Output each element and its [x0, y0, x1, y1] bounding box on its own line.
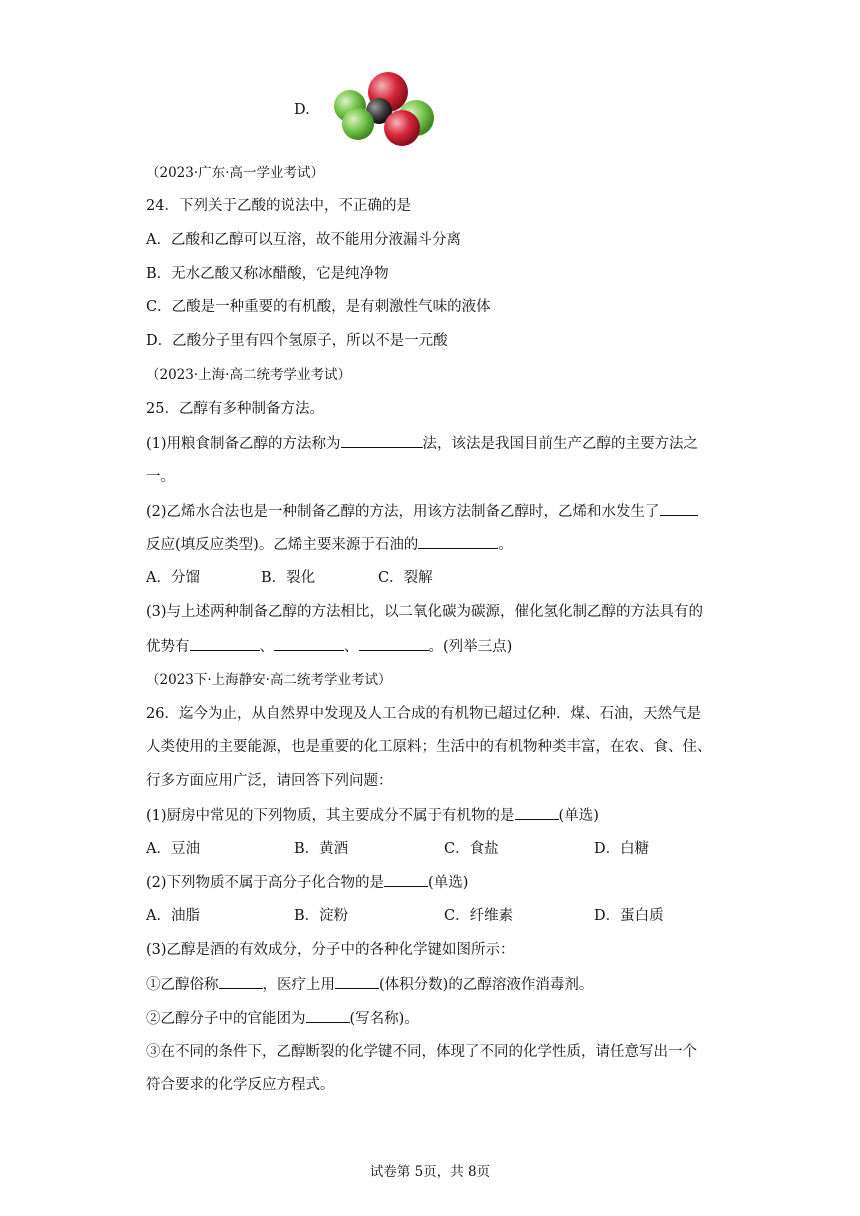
q24-source: （2023·广东·高一学业考试） — [146, 165, 324, 181]
q24-stem: 24．下列关于乙酸的说法中，不正确的是 — [146, 198, 411, 214]
q24-option-d: D．乙酸分子里有四个氢原子，所以不是一元酸 — [146, 333, 448, 349]
page-footer: 试卷第 5页，共 8页 — [369, 1164, 491, 1180]
q26-part2-option-d: D．蛋白质 — [594, 908, 664, 924]
q26-part1-text-a: (1)厨房中常见的下列物质，其主要成分不属于有机物的是 — [146, 808, 515, 824]
q26-source: （2023下·上海静安·高二统考学业考试） — [146, 672, 392, 688]
q25-part3-text-c: 。(列举三点) — [428, 639, 513, 655]
q26-part3-1-line — [146, 974, 593, 995]
q25-source: （2023·上海·高二统考学业考试） — [146, 367, 351, 383]
q26-part3-3-text-b: 符合要求的化学反应方程式。 — [146, 1077, 335, 1093]
answer-blank[interactable] — [335, 974, 379, 989]
q25-part3-separator: 、 — [259, 639, 274, 655]
q25-part2-text-b: 反应(填反应类型)。乙烯主要来源于石油的 — [146, 537, 419, 553]
q25-part2-line2 — [146, 534, 513, 555]
q26-part2-option-a: A．油脂 — [146, 908, 200, 924]
q25-option-c: C．裂解 — [378, 570, 433, 586]
q25-stem: 25．乙醇有多种制备方法。 — [146, 401, 324, 417]
q26-stem-line2: 人类使用的主要能源，也是重要的化工原料；生活中的有机物种类丰富，在农、食、住、 — [146, 739, 712, 755]
q26-part1-option-a: A．豆油 — [146, 841, 200, 857]
q25-part2-line — [146, 501, 698, 522]
q26-part1-option-c: C．食盐 — [444, 841, 499, 857]
answer-blank[interactable] — [341, 433, 423, 448]
q26-part3-3-text-a: ③在不同的条件下，乙醇断裂的化学键不同，体现了不同的化学性质，请任意写出一个 — [146, 1044, 697, 1060]
q26-part2-option-b: B．淀粉 — [294, 908, 349, 924]
q26-part3-1-text-b: ，医疗上用 — [262, 977, 335, 993]
q25-option-b: B．裂化 — [261, 570, 316, 586]
q25-part3-line2 — [146, 636, 512, 657]
q26-part3-2-text-b: (写名称)。 — [349, 1011, 419, 1027]
answer-blank[interactable] — [274, 636, 344, 651]
q26-part2-text-b: (单选) — [428, 875, 469, 891]
q24-option-b: B．无水乙酸又称冰醋酸，它是纯净物 — [146, 266, 389, 282]
q25-part2-text-a: (2)乙烯水合法也是一种制备乙醇的方法，用该方法制备乙醇时，乙烯和水发生了 — [146, 504, 660, 520]
q26-part1-option-d: D．白糖 — [594, 841, 650, 857]
q25-part2-text-c: 。 — [498, 537, 513, 553]
q25-option-a: A．分馏 — [146, 570, 200, 586]
q26-part1-text-b: (单选) — [558, 808, 599, 824]
answer-blank[interactable] — [359, 636, 429, 651]
answer-blank[interactable] — [219, 974, 263, 989]
answer-blank[interactable] — [515, 805, 559, 820]
q26-part3-text: (3)乙醇是酒的有效成分，分子中的各种化学键如图所示： — [146, 942, 515, 958]
q26-part2-option-c: C．纤维素 — [444, 908, 514, 924]
answer-blank[interactable] — [190, 636, 260, 651]
q26-part3-1-text-a: ①乙醇俗称 — [146, 977, 219, 993]
q25-part3-separator: 、 — [344, 639, 359, 655]
answer-blank[interactable] — [384, 872, 428, 887]
option-d-label: D. — [294, 102, 310, 118]
q25-part1-text-b: 法，该法是我国目前生产乙醇的主要方法之 — [422, 436, 699, 452]
q26-stem-line1: 26．迄今为止，从自然界中发现及人工合成的有机物已超过亿种．煤、石油，天然气是 — [146, 706, 701, 722]
answer-blank[interactable] — [306, 1008, 350, 1023]
q26-part2-line — [146, 872, 468, 893]
q26-part2-text-a: (2)下列物质不属于高分子化合物的是 — [146, 875, 385, 891]
q26-part3-2-text-a: ②乙醇分子中的官能团为 — [146, 1011, 306, 1027]
q25-part3-text-b: 优势有 — [146, 639, 190, 655]
q26-stem-line3: 行多方面应用广泛，请回答下列问题： — [146, 773, 393, 789]
q26-part1-option-b: B．黄酒 — [294, 841, 349, 857]
answer-blank[interactable] — [660, 501, 698, 516]
q24-option-c: C．乙酸是一种重要的有机酸，是有刺激性气味的液体 — [146, 299, 491, 315]
q26-part3-1-text-c: (体积分数)的乙醇溶液作消毒剂。 — [379, 977, 594, 993]
q25-part3-text-a: (3)与上述两种制备乙醇的方法相比，以二氧化碳为碳源，催化氢化制乙醇的方法具有的 — [146, 604, 704, 620]
q26-part1-line — [146, 805, 599, 826]
answer-blank[interactable] — [418, 534, 498, 549]
q25-part1-line — [146, 433, 698, 454]
q25-part1-text-c: 一。 — [146, 469, 175, 485]
q25-part1-text-a: (1)用粮食制备乙醇的方法称为 — [146, 436, 341, 452]
q24-option-a: A．乙酸和乙醇可以互溶，故不能用分液漏斗分离 — [146, 232, 461, 248]
q26-part3-2-line — [146, 1008, 419, 1029]
molecule-model-image — [330, 72, 440, 148]
